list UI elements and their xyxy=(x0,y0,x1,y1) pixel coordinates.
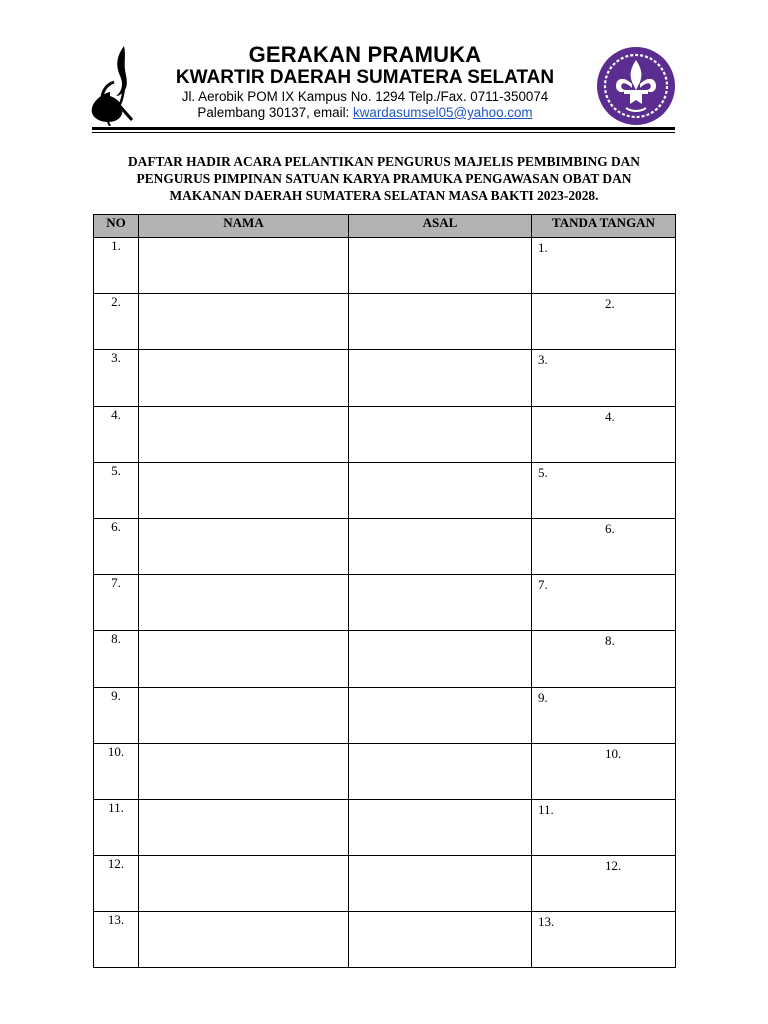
table-row xyxy=(94,631,676,687)
table-row xyxy=(94,518,676,574)
table-row xyxy=(94,912,676,968)
signature-number: 2. xyxy=(605,296,615,312)
row-number: 7. xyxy=(94,575,139,631)
address-prefix: Palembang 30137, email: xyxy=(197,105,353,120)
nama-cell[interactable] xyxy=(139,518,349,574)
row-number: 12. xyxy=(94,856,139,912)
table-body xyxy=(94,238,676,968)
signature-cell[interactable] xyxy=(532,631,676,687)
signature-number: 7. xyxy=(538,577,548,593)
asal-cell[interactable] xyxy=(349,687,532,743)
asal-cell[interactable] xyxy=(349,912,532,968)
nama-cell[interactable] xyxy=(139,238,349,294)
signature-number: 9. xyxy=(538,689,548,705)
table-row xyxy=(94,350,676,406)
asal-cell[interactable] xyxy=(349,238,532,294)
signature-cell[interactable] xyxy=(532,799,676,855)
signature-cell[interactable] xyxy=(532,687,676,743)
row-number: 6. xyxy=(94,518,139,574)
signature-number: 5. xyxy=(538,464,548,480)
letterhead xyxy=(0,0,768,135)
asal-cell[interactable] xyxy=(349,575,532,631)
column-header-no: NO xyxy=(94,215,139,238)
row-number: 2. xyxy=(94,294,139,350)
nama-cell[interactable] xyxy=(139,799,349,855)
attendance-table xyxy=(93,214,676,968)
table-row xyxy=(94,406,676,462)
letterhead-rule-thin xyxy=(92,132,675,133)
signature-cell[interactable] xyxy=(532,462,676,518)
nama-cell[interactable] xyxy=(139,406,349,462)
letterhead-text xyxy=(140,42,590,121)
signature-cell[interactable] xyxy=(532,406,676,462)
table-header-row xyxy=(94,215,676,238)
tunas-kelapa-emblem-icon xyxy=(88,44,136,126)
nama-cell[interactable] xyxy=(139,631,349,687)
signature-number: 12. xyxy=(605,858,622,874)
table-row xyxy=(94,743,676,799)
nama-cell[interactable] xyxy=(139,687,349,743)
column-header-tanda-tangan: TANDA TANGAN xyxy=(532,215,676,238)
letterhead-rule-thick xyxy=(92,127,675,130)
asal-cell[interactable] xyxy=(349,856,532,912)
asal-cell[interactable] xyxy=(349,799,532,855)
signature-cell[interactable] xyxy=(532,238,676,294)
row-number: 1. xyxy=(94,238,139,294)
row-number: 5. xyxy=(94,462,139,518)
signature-number: 8. xyxy=(605,633,615,649)
asal-cell[interactable] xyxy=(349,631,532,687)
column-header-nama: NAMA xyxy=(139,215,349,238)
table-row xyxy=(94,799,676,855)
signature-number: 11. xyxy=(538,801,554,817)
nama-cell[interactable] xyxy=(139,856,349,912)
row-number: 4. xyxy=(94,406,139,462)
table-row xyxy=(94,575,676,631)
table-row xyxy=(94,294,676,350)
org-region: KWARTIR DAERAH SUMATERA SELATAN xyxy=(175,67,555,88)
nama-cell[interactable] xyxy=(139,462,349,518)
asal-cell[interactable] xyxy=(349,743,532,799)
table-row xyxy=(94,687,676,743)
title-line-2: PENGURUS PIMPINAN SATUAN KARYA PRAMUKA PENGAWASAN OBAT DAN xyxy=(136,171,632,186)
nama-cell[interactable] xyxy=(139,575,349,631)
row-number: 10. xyxy=(94,743,139,799)
signature-cell[interactable] xyxy=(532,912,676,968)
row-number: 8. xyxy=(94,631,139,687)
signature-cell[interactable] xyxy=(532,350,676,406)
asal-cell[interactable] xyxy=(349,294,532,350)
row-number: 9. xyxy=(94,687,139,743)
signature-cell[interactable] xyxy=(532,856,676,912)
row-number: 13. xyxy=(94,912,139,968)
nama-cell[interactable] xyxy=(139,743,349,799)
nama-cell[interactable] xyxy=(139,912,349,968)
table-row xyxy=(94,462,676,518)
signature-cell[interactable] xyxy=(532,575,676,631)
title-line-1: DAFTAR HADIR ACARA PELANTIKAN PENGURUS MAJELIS PEMBIMBING DAN xyxy=(128,154,640,169)
asal-cell[interactable] xyxy=(349,518,532,574)
table-row xyxy=(94,856,676,912)
row-number: 11. xyxy=(94,799,139,855)
org-name: GERAKAN PRAMUKA xyxy=(248,42,482,67)
signature-number: 4. xyxy=(605,408,615,424)
title-line-3: MAKANAN DAERAH SUMATERA SELATAN MASA BAKTI 2023-2028. xyxy=(169,188,599,203)
signature-number: 3. xyxy=(538,352,548,368)
asal-cell[interactable] xyxy=(349,406,532,462)
signature-number: 10. xyxy=(605,745,622,761)
signature-number: 13. xyxy=(538,914,555,930)
signature-number: 1. xyxy=(538,240,548,255)
row-number: 3. xyxy=(94,350,139,406)
signature-cell[interactable] xyxy=(532,743,676,799)
address-line-2 xyxy=(140,105,590,121)
column-header-asal: ASAL xyxy=(349,215,532,238)
nama-cell[interactable] xyxy=(139,294,349,350)
nama-cell[interactable] xyxy=(139,350,349,406)
table-row xyxy=(94,238,676,294)
world-scout-emblem-icon xyxy=(596,46,676,126)
signature-number: 6. xyxy=(605,520,615,536)
asal-cell[interactable] xyxy=(349,462,532,518)
email-link[interactable]: kwardasumsel05@yahoo.com xyxy=(353,105,533,120)
document-title xyxy=(96,153,672,204)
signature-cell[interactable] xyxy=(532,518,676,574)
address-line-1: Jl. Aerobik POM IX Kampus No. 1294 Telp./Fax. 0711-350074 xyxy=(181,89,549,104)
asal-cell[interactable] xyxy=(349,350,532,406)
signature-cell[interactable] xyxy=(532,294,676,350)
